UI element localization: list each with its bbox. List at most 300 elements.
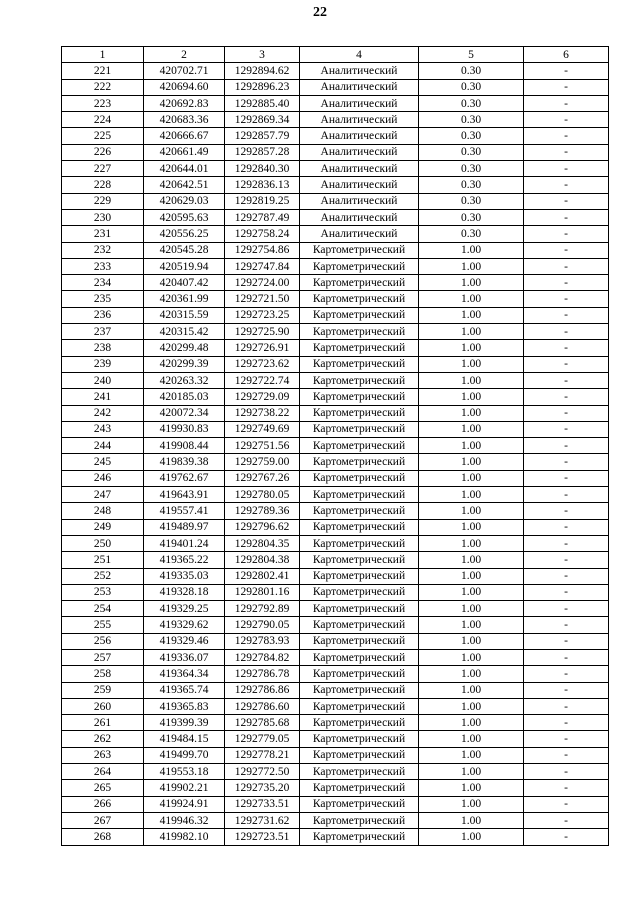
- y-coordinate-cell: 1292724.00: [225, 275, 300, 291]
- column-header: 1: [62, 47, 144, 63]
- table-row: [62, 731, 609, 747]
- method-cell: Картометрический: [300, 633, 419, 649]
- x-coordinate-cell: 420692.83: [144, 95, 225, 111]
- point-number-cell: 227: [62, 161, 144, 177]
- point-number-cell: 255: [62, 617, 144, 633]
- method-cell: Картометрический: [300, 470, 419, 486]
- x-coordinate-cell: 420644.01: [144, 161, 225, 177]
- y-coordinate-cell: 1292802.41: [225, 568, 300, 584]
- accuracy-cell: 1.00: [419, 372, 524, 388]
- point-number-cell: 222: [62, 79, 144, 95]
- note-cell: -: [524, 438, 609, 454]
- point-number-cell: 263: [62, 747, 144, 763]
- point-number-cell: 254: [62, 601, 144, 617]
- accuracy-cell: 1.00: [419, 535, 524, 551]
- table-body: [62, 63, 609, 845]
- method-cell: Картометрический: [300, 307, 419, 323]
- accuracy-cell: 0.30: [419, 79, 524, 95]
- table-row: [62, 356, 609, 372]
- note-cell: -: [524, 275, 609, 291]
- y-coordinate-cell: 1292723.62: [225, 356, 300, 372]
- point-number-cell: 224: [62, 112, 144, 128]
- point-number-cell: 253: [62, 584, 144, 600]
- y-coordinate-cell: 1292738.22: [225, 405, 300, 421]
- y-coordinate-cell: 1292758.24: [225, 226, 300, 242]
- x-coordinate-cell: 420702.71: [144, 63, 225, 79]
- x-coordinate-cell: 419557.41: [144, 503, 225, 519]
- x-coordinate-cell: 419839.38: [144, 454, 225, 470]
- point-number-cell: 248: [62, 503, 144, 519]
- y-coordinate-cell: 1292735.20: [225, 780, 300, 796]
- table-row: [62, 470, 609, 486]
- table-row: [62, 128, 609, 144]
- note-cell: -: [524, 193, 609, 209]
- accuracy-cell: 1.00: [419, 601, 524, 617]
- table-row: [62, 535, 609, 551]
- point-number-cell: 266: [62, 796, 144, 812]
- x-coordinate-cell: 420694.60: [144, 79, 225, 95]
- note-cell: -: [524, 144, 609, 160]
- x-coordinate-cell: 419365.83: [144, 698, 225, 714]
- note-cell: -: [524, 649, 609, 665]
- table-row: [62, 568, 609, 584]
- method-cell: Картометрический: [300, 666, 419, 682]
- point-number-cell: 221: [62, 63, 144, 79]
- note-cell: -: [524, 584, 609, 600]
- y-coordinate-cell: 1292723.51: [225, 829, 300, 845]
- accuracy-cell: 0.30: [419, 177, 524, 193]
- accuracy-cell: 1.00: [419, 242, 524, 258]
- table-row: [62, 649, 609, 665]
- table-row: [62, 487, 609, 503]
- table-row: [62, 519, 609, 535]
- note-cell: -: [524, 324, 609, 340]
- note-cell: -: [524, 63, 609, 79]
- note-cell: -: [524, 177, 609, 193]
- x-coordinate-cell: 420361.99: [144, 291, 225, 307]
- y-coordinate-cell: 1292725.90: [225, 324, 300, 340]
- x-coordinate-cell: 419329.25: [144, 601, 225, 617]
- x-coordinate-cell: 419399.39: [144, 715, 225, 731]
- column-header: 3: [225, 47, 300, 63]
- point-number-cell: 225: [62, 128, 144, 144]
- point-number-cell: 268: [62, 829, 144, 845]
- method-cell: Аналитический: [300, 95, 419, 111]
- accuracy-cell: 1.00: [419, 568, 524, 584]
- point-number-cell: 249: [62, 519, 144, 535]
- note-cell: -: [524, 79, 609, 95]
- method-cell: Картометрический: [300, 487, 419, 503]
- note-cell: -: [524, 666, 609, 682]
- table-row: [62, 372, 609, 388]
- table-row: [62, 780, 609, 796]
- note-cell: -: [524, 829, 609, 845]
- method-cell: Картометрический: [300, 519, 419, 535]
- note-cell: -: [524, 470, 609, 486]
- table-row: [62, 633, 609, 649]
- y-coordinate-cell: 1292787.49: [225, 209, 300, 225]
- x-coordinate-cell: 420683.36: [144, 112, 225, 128]
- note-cell: -: [524, 242, 609, 258]
- note-cell: -: [524, 617, 609, 633]
- point-number-cell: 239: [62, 356, 144, 372]
- table-row: [62, 209, 609, 225]
- accuracy-cell: 1.00: [419, 829, 524, 845]
- note-cell: -: [524, 633, 609, 649]
- x-coordinate-cell: 419329.62: [144, 617, 225, 633]
- column-header: 2: [144, 47, 225, 63]
- point-number-cell: 265: [62, 780, 144, 796]
- method-cell: Картометрический: [300, 356, 419, 372]
- note-cell: -: [524, 356, 609, 372]
- y-coordinate-cell: 1292780.05: [225, 487, 300, 503]
- method-cell: Картометрический: [300, 552, 419, 568]
- x-coordinate-cell: 420519.94: [144, 258, 225, 274]
- method-cell: Картометрический: [300, 389, 419, 405]
- method-cell: Картометрический: [300, 324, 419, 340]
- method-cell: Аналитический: [300, 161, 419, 177]
- accuracy-cell: 0.30: [419, 63, 524, 79]
- y-coordinate-cell: 1292729.09: [225, 389, 300, 405]
- y-coordinate-cell: 1292786.60: [225, 698, 300, 714]
- table-row: [62, 95, 609, 111]
- table-row: [62, 812, 609, 828]
- y-coordinate-cell: 1292783.93: [225, 633, 300, 649]
- note-cell: -: [524, 128, 609, 144]
- note-cell: -: [524, 487, 609, 503]
- y-coordinate-cell: 1292857.79: [225, 128, 300, 144]
- accuracy-cell: 1.00: [419, 487, 524, 503]
- accuracy-cell: 1.00: [419, 470, 524, 486]
- accuracy-cell: 0.30: [419, 226, 524, 242]
- method-cell: Картометрический: [300, 503, 419, 519]
- note-cell: -: [524, 796, 609, 812]
- y-coordinate-cell: 1292804.35: [225, 535, 300, 551]
- method-cell: Картометрический: [300, 747, 419, 763]
- method-cell: Аналитический: [300, 193, 419, 209]
- accuracy-cell: 1.00: [419, 666, 524, 682]
- x-coordinate-cell: 419328.18: [144, 584, 225, 600]
- point-number-cell: 244: [62, 438, 144, 454]
- y-coordinate-cell: 1292885.40: [225, 95, 300, 111]
- x-coordinate-cell: 419643.91: [144, 487, 225, 503]
- y-coordinate-cell: 1292804.38: [225, 552, 300, 568]
- y-coordinate-cell: 1292733.51: [225, 796, 300, 812]
- method-cell: Картометрический: [300, 682, 419, 698]
- table-row: [62, 258, 609, 274]
- column-header: 4: [300, 47, 419, 63]
- accuracy-cell: 1.00: [419, 503, 524, 519]
- method-cell: Картометрический: [300, 568, 419, 584]
- accuracy-cell: 1.00: [419, 649, 524, 665]
- note-cell: -: [524, 389, 609, 405]
- note-cell: -: [524, 454, 609, 470]
- y-coordinate-cell: 1292754.86: [225, 242, 300, 258]
- accuracy-cell: 0.30: [419, 161, 524, 177]
- x-coordinate-cell: 419908.44: [144, 438, 225, 454]
- point-number-cell: 252: [62, 568, 144, 584]
- accuracy-cell: 1.00: [419, 731, 524, 747]
- point-number-cell: 264: [62, 764, 144, 780]
- method-cell: Картометрический: [300, 340, 419, 356]
- accuracy-cell: 1.00: [419, 340, 524, 356]
- table-row: [62, 324, 609, 340]
- accuracy-cell: 1.00: [419, 307, 524, 323]
- y-coordinate-cell: 1292796.62: [225, 519, 300, 535]
- method-cell: Аналитический: [300, 63, 419, 79]
- method-cell: Аналитический: [300, 112, 419, 128]
- x-coordinate-cell: 420315.42: [144, 324, 225, 340]
- note-cell: -: [524, 161, 609, 177]
- x-coordinate-cell: 419401.24: [144, 535, 225, 551]
- y-coordinate-cell: 1292894.62: [225, 63, 300, 79]
- table-row: [62, 601, 609, 617]
- point-number-cell: 258: [62, 666, 144, 682]
- x-coordinate-cell: 419930.83: [144, 421, 225, 437]
- y-coordinate-cell: 1292836.13: [225, 177, 300, 193]
- accuracy-cell: 1.00: [419, 454, 524, 470]
- x-coordinate-cell: 420407.42: [144, 275, 225, 291]
- x-coordinate-cell: 419946.32: [144, 812, 225, 828]
- point-number-cell: 247: [62, 487, 144, 503]
- accuracy-cell: 1.00: [419, 584, 524, 600]
- point-number-cell: 234: [62, 275, 144, 291]
- y-coordinate-cell: 1292726.91: [225, 340, 300, 356]
- note-cell: -: [524, 812, 609, 828]
- method-cell: Картометрический: [300, 405, 419, 421]
- note-cell: -: [524, 95, 609, 111]
- note-cell: -: [524, 731, 609, 747]
- note-cell: -: [524, 340, 609, 356]
- point-number-cell: 237: [62, 324, 144, 340]
- note-cell: -: [524, 601, 609, 617]
- x-coordinate-cell: 420661.49: [144, 144, 225, 160]
- method-cell: Аналитический: [300, 226, 419, 242]
- table-row: [62, 291, 609, 307]
- method-cell: Картометрический: [300, 372, 419, 388]
- accuracy-cell: 1.00: [419, 617, 524, 633]
- accuracy-cell: 1.00: [419, 552, 524, 568]
- point-number-cell: 229: [62, 193, 144, 209]
- point-number-cell: 250: [62, 535, 144, 551]
- table-row: [62, 144, 609, 160]
- x-coordinate-cell: 420315.59: [144, 307, 225, 323]
- x-coordinate-cell: 420595.63: [144, 209, 225, 225]
- point-number-cell: 228: [62, 177, 144, 193]
- accuracy-cell: 1.00: [419, 421, 524, 437]
- x-coordinate-cell: 420666.67: [144, 128, 225, 144]
- accuracy-cell: 0.30: [419, 112, 524, 128]
- note-cell: -: [524, 503, 609, 519]
- table-row: [62, 503, 609, 519]
- accuracy-cell: 1.00: [419, 389, 524, 405]
- accuracy-cell: 1.00: [419, 796, 524, 812]
- accuracy-cell: 0.30: [419, 95, 524, 111]
- accuracy-cell: 1.00: [419, 405, 524, 421]
- accuracy-cell: 1.00: [419, 258, 524, 274]
- note-cell: -: [524, 568, 609, 584]
- x-coordinate-cell: 419336.07: [144, 649, 225, 665]
- y-coordinate-cell: 1292784.82: [225, 649, 300, 665]
- y-coordinate-cell: 1292772.50: [225, 764, 300, 780]
- table-row: [62, 112, 609, 128]
- note-cell: -: [524, 519, 609, 535]
- table-row: [62, 389, 609, 405]
- table-row: [62, 421, 609, 437]
- x-coordinate-cell: 420072.34: [144, 405, 225, 421]
- method-cell: Картометрический: [300, 715, 419, 731]
- table-row: [62, 552, 609, 568]
- table-row: [62, 682, 609, 698]
- point-number-cell: 238: [62, 340, 144, 356]
- x-coordinate-cell: 420299.39: [144, 356, 225, 372]
- table-row: [62, 340, 609, 356]
- method-cell: Аналитический: [300, 177, 419, 193]
- x-coordinate-cell: 419364.34: [144, 666, 225, 682]
- method-cell: Картометрический: [300, 584, 419, 600]
- note-cell: -: [524, 307, 609, 323]
- method-cell: Аналитический: [300, 144, 419, 160]
- y-coordinate-cell: 1292896.23: [225, 79, 300, 95]
- y-coordinate-cell: 1292759.00: [225, 454, 300, 470]
- table-row: [62, 226, 609, 242]
- page-number: 22: [313, 5, 327, 20]
- note-cell: -: [524, 112, 609, 128]
- point-number-cell: 242: [62, 405, 144, 421]
- x-coordinate-cell: 420299.48: [144, 340, 225, 356]
- accuracy-cell: 0.30: [419, 209, 524, 225]
- method-cell: Картометрический: [300, 275, 419, 291]
- table-row: [62, 666, 609, 682]
- note-cell: -: [524, 764, 609, 780]
- y-coordinate-cell: 1292786.78: [225, 666, 300, 682]
- table-row: [62, 454, 609, 470]
- y-coordinate-cell: 1292747.84: [225, 258, 300, 274]
- table-row: [62, 715, 609, 731]
- point-number-cell: 261: [62, 715, 144, 731]
- point-number-cell: 232: [62, 242, 144, 258]
- x-coordinate-cell: 419902.21: [144, 780, 225, 796]
- accuracy-cell: 0.30: [419, 128, 524, 144]
- accuracy-cell: 1.00: [419, 682, 524, 698]
- method-cell: Картометрический: [300, 438, 419, 454]
- method-cell: Картометрический: [300, 601, 419, 617]
- x-coordinate-cell: 420185.03: [144, 389, 225, 405]
- column-header: 6: [524, 47, 609, 63]
- note-cell: -: [524, 552, 609, 568]
- point-number-cell: 246: [62, 470, 144, 486]
- table-row: [62, 829, 609, 845]
- table-row: [62, 242, 609, 258]
- method-cell: Аналитический: [300, 79, 419, 95]
- accuracy-cell: 1.00: [419, 519, 524, 535]
- method-cell: Картометрический: [300, 698, 419, 714]
- note-cell: -: [524, 421, 609, 437]
- point-number-cell: 241: [62, 389, 144, 405]
- note-cell: -: [524, 226, 609, 242]
- accuracy-cell: 1.00: [419, 633, 524, 649]
- y-coordinate-cell: 1292840.30: [225, 161, 300, 177]
- method-cell: Картометрический: [300, 764, 419, 780]
- y-coordinate-cell: 1292731.62: [225, 812, 300, 828]
- method-cell: Картометрический: [300, 731, 419, 747]
- method-cell: Картометрический: [300, 649, 419, 665]
- table-row: [62, 275, 609, 291]
- y-coordinate-cell: 1292792.89: [225, 601, 300, 617]
- method-cell: Картометрический: [300, 812, 419, 828]
- point-number-cell: 256: [62, 633, 144, 649]
- table-row: [62, 79, 609, 95]
- column-header: 5: [419, 47, 524, 63]
- y-coordinate-cell: 1292767.26: [225, 470, 300, 486]
- accuracy-cell: 1.00: [419, 715, 524, 731]
- y-coordinate-cell: 1292785.68: [225, 715, 300, 731]
- point-number-cell: 243: [62, 421, 144, 437]
- x-coordinate-cell: 420556.25: [144, 226, 225, 242]
- point-number-cell: 260: [62, 698, 144, 714]
- note-cell: -: [524, 405, 609, 421]
- note-cell: -: [524, 682, 609, 698]
- x-coordinate-cell: 419484.15: [144, 731, 225, 747]
- point-number-cell: 233: [62, 258, 144, 274]
- x-coordinate-cell: 419553.18: [144, 764, 225, 780]
- method-cell: Картометрический: [300, 291, 419, 307]
- y-coordinate-cell: 1292778.21: [225, 747, 300, 763]
- accuracy-cell: 1.00: [419, 747, 524, 763]
- y-coordinate-cell: 1292751.56: [225, 438, 300, 454]
- accuracy-cell: 1.00: [419, 764, 524, 780]
- point-number-cell: 235: [62, 291, 144, 307]
- table-row: [62, 63, 609, 79]
- y-coordinate-cell: 1292786.86: [225, 682, 300, 698]
- method-cell: Картометрический: [300, 242, 419, 258]
- y-coordinate-cell: 1292779.05: [225, 731, 300, 747]
- accuracy-cell: 1.00: [419, 812, 524, 828]
- accuracy-cell: 1.00: [419, 780, 524, 796]
- x-coordinate-cell: 419489.97: [144, 519, 225, 535]
- x-coordinate-cell: 419329.46: [144, 633, 225, 649]
- x-coordinate-cell: 419335.03: [144, 568, 225, 584]
- coordinates-table: [61, 46, 609, 846]
- point-number-cell: 231: [62, 226, 144, 242]
- note-cell: -: [524, 715, 609, 731]
- note-cell: -: [524, 291, 609, 307]
- y-coordinate-cell: 1292721.50: [225, 291, 300, 307]
- x-coordinate-cell: 419499.70: [144, 747, 225, 763]
- point-number-cell: 257: [62, 649, 144, 665]
- accuracy-cell: 0.30: [419, 193, 524, 209]
- note-cell: -: [524, 698, 609, 714]
- point-number-cell: 245: [62, 454, 144, 470]
- method-cell: Картометрический: [300, 829, 419, 845]
- y-coordinate-cell: 1292789.36: [225, 503, 300, 519]
- point-number-cell: 226: [62, 144, 144, 160]
- y-coordinate-cell: 1292869.34: [225, 112, 300, 128]
- accuracy-cell: 1.00: [419, 438, 524, 454]
- y-coordinate-cell: 1292857.28: [225, 144, 300, 160]
- accuracy-cell: 1.00: [419, 275, 524, 291]
- x-coordinate-cell: 420642.51: [144, 177, 225, 193]
- point-number-cell: 267: [62, 812, 144, 828]
- method-cell: Аналитический: [300, 209, 419, 225]
- table-row: [62, 307, 609, 323]
- y-coordinate-cell: 1292819.25: [225, 193, 300, 209]
- x-coordinate-cell: 419982.10: [144, 829, 225, 845]
- y-coordinate-cell: 1292801.16: [225, 584, 300, 600]
- accuracy-cell: 1.00: [419, 356, 524, 372]
- method-cell: Картометрический: [300, 796, 419, 812]
- note-cell: -: [524, 535, 609, 551]
